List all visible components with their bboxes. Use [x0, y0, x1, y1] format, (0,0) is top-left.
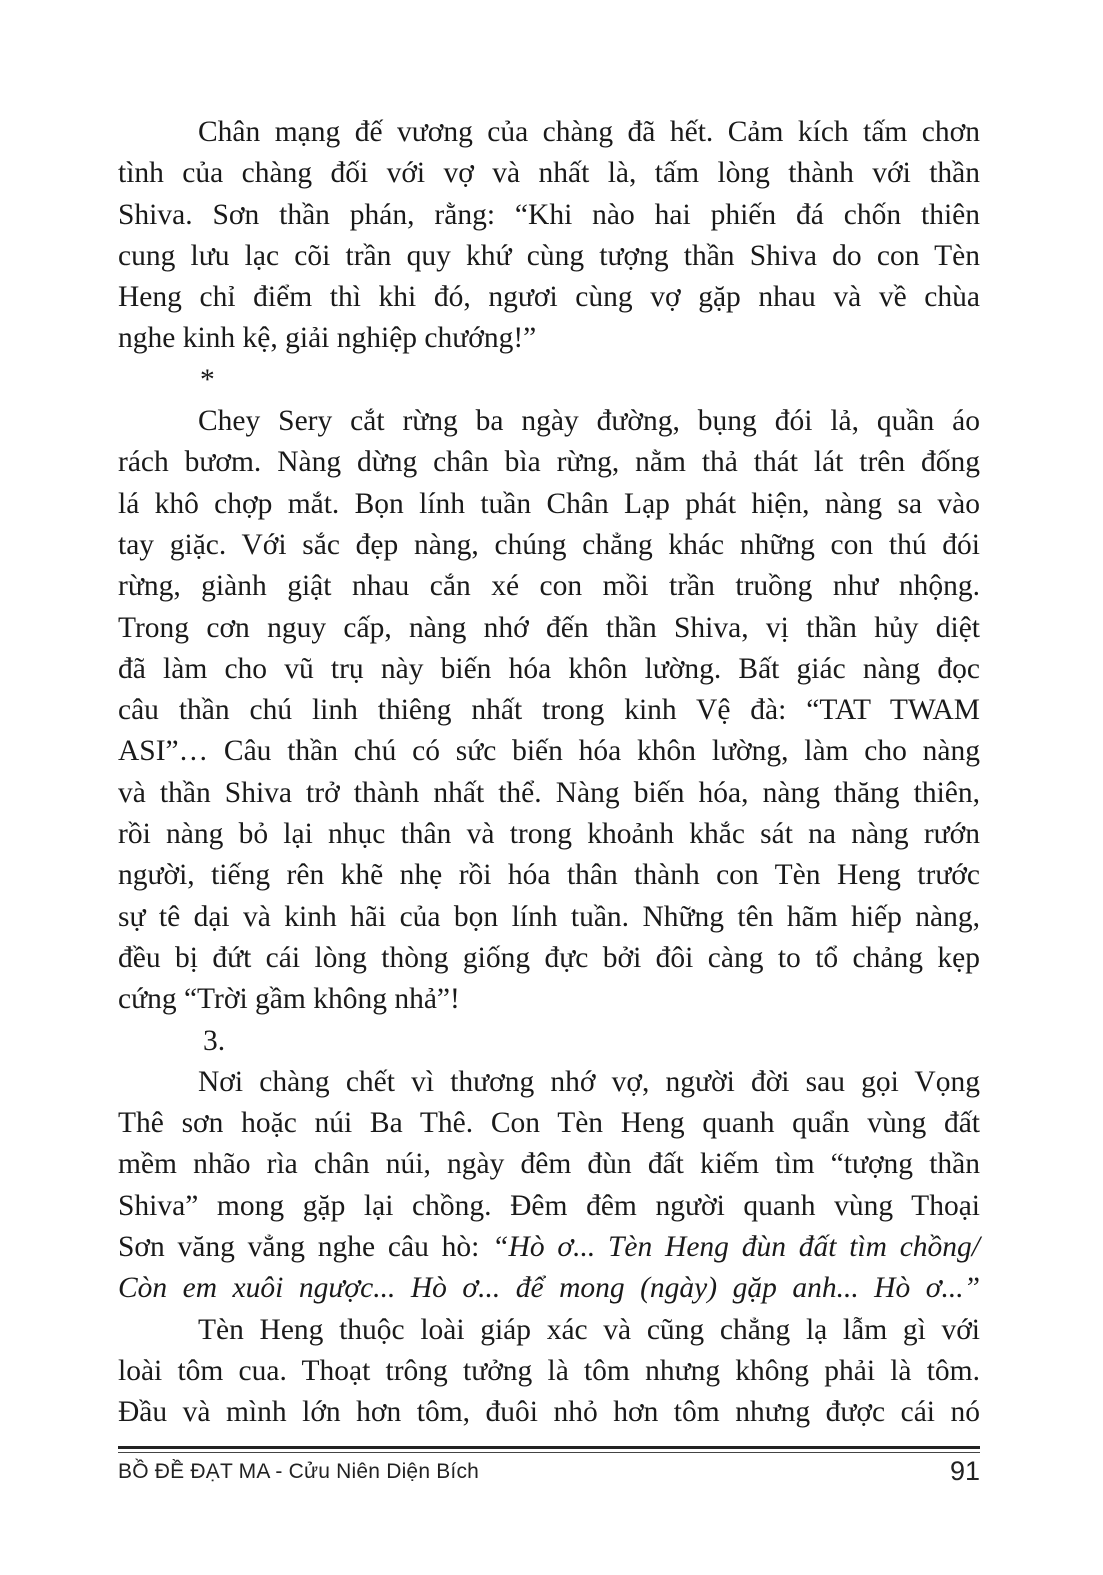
- text-line: loài tôm cua. Thoạt trông tưởng là tôm nhưng không phải là tôm.: [118, 1354, 980, 1387]
- footer-rule: [118, 1446, 980, 1449]
- page-number: 91: [949, 1456, 980, 1486]
- text-line: Heng chỉ điểm thì khi đó, ngươi cùng vợ gặp nhau và về chùa: [118, 281, 980, 314]
- text-line: rừng, giành giật nhau cắn xé con mồi trần truồng như nhộng.: [118, 570, 980, 603]
- text-line: Tèn Heng thuộc loài giáp xác và cũng chẳng lạ lẫm gì với: [198, 1313, 980, 1346]
- folk-song-quote: “Hò ơ... Tèn Heng đùn đất tìm chồng/: [492, 1231, 980, 1264]
- body-text: [118, 112, 980, 1434]
- section-separator: *: [200, 363, 215, 396]
- text-line: mềm nhão rìa chân núi, ngày đêm đùn đất kiếm tìm “tượng thần: [118, 1148, 980, 1181]
- text-line: Shiva. Sơn thần phán, rằng: “Khi nào hai phiến đá chốn thiên: [118, 198, 980, 231]
- running-footer-title: BỒ ĐỀ ĐẠT MA - Cửu Niên Diện Bích: [118, 1460, 480, 1483]
- text-line: Chân mạng đế vương của chàng đã hết. Cảm kích tấm chơn: [198, 116, 980, 148]
- text-line: đều bị đứt cái lòng thòng giống đực bởi đôi càng to tổ chảng kẹp: [118, 941, 980, 974]
- text-line: đã làm cho vũ trụ này biến hóa khôn lường. Bất giác nàng đọc: [118, 652, 980, 685]
- text-line: câu thần chú linh thiêng nhất trong kinh Vệ đà: “TAT TWAM: [118, 694, 980, 727]
- text-line: rách bươm. Nàng dừng chân bìa rừng, nằm thả thát lát trên đống: [118, 446, 980, 479]
- text-line: cứng “Trời gầm không nhả”!: [118, 983, 460, 1016]
- text-line: Thê sơn hoặc núi Ba Thê. Con Tèn Heng quanh quẩn vùng đất: [118, 1107, 980, 1140]
- text-line: cung lưu lạc cõi trần quy khứ cùng tượng thần Shiva do con Tèn: [118, 239, 980, 272]
- text-line: lá khô chợp mắt. Bọn lính tuần Chân Lạp phát hiện, nàng sa vào: [118, 487, 980, 520]
- text-line: [118, 1227, 980, 1268]
- text-line: nghe kinh kệ, giải nghiệp chướng!”: [118, 322, 537, 355]
- text-line: Nơi chàng chết vì thương nhớ vợ, người đời sau gọi Vọng: [198, 1065, 980, 1098]
- text-line: Trong cơn nguy cấp, nàng nhớ đến thần Shiva, vị thần hủy diệt: [118, 611, 980, 644]
- footer-rule-thin: [118, 1452, 980, 1453]
- text-segment: Sơn văng vẳng nghe câu hò:: [118, 1231, 493, 1264]
- text-line: tình của chàng đối với vợ và nhất là, tấm lòng thành với thần: [118, 157, 980, 190]
- text-line: Chey Sery cắt rừng ba ngày đường, bụng đói lả, quần áo: [198, 405, 980, 438]
- section-number: 3.: [203, 1024, 226, 1057]
- text-line: rồi nàng bỏ lại nhục thân và trong khoảnh khắc sát na nàng rướn: [118, 818, 980, 851]
- text-line: tay giặc. Với sắc đẹp nàng, chúng chẳng khác những con thú đói: [118, 528, 980, 561]
- text-line: Shiva” mong gặp lại chồng. Đêm đêm người quanh vùng Thoại: [118, 1189, 980, 1222]
- text-line: người, tiếng rên khẽ nhẹ rồi hóa thân thành con Tèn Heng trước: [118, 859, 980, 892]
- text-line: Đầu và mình lớn hơn tôm, đuôi nhỏ hơn tôm nhưng được cái nó: [118, 1396, 980, 1429]
- text-line: sự tê dại và kinh hãi của bọn lính tuần. Những tên hãm hiếp nàng,: [118, 900, 980, 933]
- folk-song-quote: Còn em xuôi ngược... Hò ơ... để mong (ngày) gặp anh... Hò ơ...”: [118, 1272, 980, 1305]
- text-line: và thần Shiva trở thành nhất thể. Nàng biến hóa, nàng thăng thiên,: [118, 776, 980, 809]
- text-line: ASI”… Câu thần chú có sức biến hóa khôn lường, làm cho nàng: [118, 735, 980, 768]
